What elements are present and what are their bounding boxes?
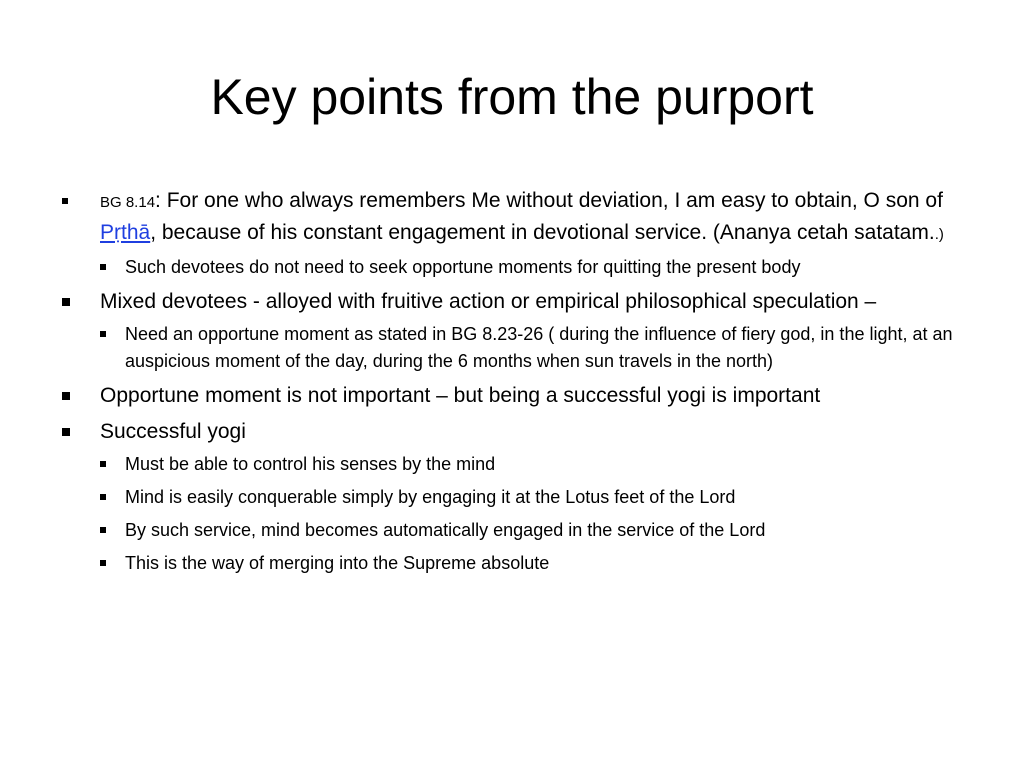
square-bullet-icon [100, 331, 106, 337]
bullet-bg-8-14 [60, 186, 965, 281]
bullet-text: Successful yogi [100, 420, 246, 443]
sub-list [100, 451, 965, 577]
square-bullet-icon [62, 198, 68, 204]
bullet-text: Mixed devotees - alloyed with fruitive action or empirical philosophical speculation – [100, 290, 877, 313]
sub-bullet-text: Need an opportune moment as stated in BG 8.23-26 ( during the influence of fiery god, in the light, at an auspicious moment of the day, during the 6 months when sun travels in the north) [125, 324, 953, 371]
bullet-opportune-moment [60, 381, 965, 411]
square-bullet-icon [100, 494, 106, 500]
sub-bullet-text: Such devotees do not need to seek opportune moments for quitting the present body [125, 257, 801, 277]
sub-bullet-text: Must be able to control his senses by the mind [125, 454, 496, 474]
square-bullet-icon [62, 298, 70, 306]
sub-bullet [100, 321, 965, 375]
sub-list [100, 254, 965, 281]
bullet-list [60, 186, 965, 577]
sub-bullet-text: Mind is easily conquerable simply by engaging it at the Lotus feet of the Lord [125, 487, 736, 507]
bullet-mixed-devotees [60, 287, 965, 375]
sub-bullet-text: This is the way of merging into the Supreme absolute [125, 553, 550, 573]
verse-text-part-3: .) [934, 226, 944, 243]
square-bullet-icon [100, 527, 106, 533]
sub-bullet [100, 451, 965, 478]
sub-bullet [100, 254, 965, 281]
verse-text-part-1: : For one who always remembers Me without deviation, I am easy to obtain, O son of [155, 189, 943, 212]
bullet-successful-yogi [60, 417, 965, 577]
bullet-text: Opportune moment is not important – but being a successful yogi is important [100, 384, 821, 407]
sub-bullet-text: By such service, mind becomes automatically engaged in the service of the Lord [125, 520, 766, 540]
slide-content [60, 186, 965, 583]
verse-text-part-2: , because of his constant engagement in devotional service. (Ananya cetah satatam. [150, 221, 935, 244]
square-bullet-icon [62, 392, 70, 400]
square-bullet-icon [100, 461, 106, 467]
slide-title: Key points from the purport [210, 69, 814, 125]
prtha-link[interactable]: Pṛthā [100, 221, 151, 244]
square-bullet-icon [100, 560, 106, 566]
square-bullet-icon [100, 264, 106, 270]
verse-reference: BG 8.14 [100, 194, 156, 211]
sub-bullet [100, 517, 965, 544]
sub-bullet [100, 484, 965, 511]
sub-list [100, 321, 965, 375]
sub-bullet [100, 550, 965, 577]
square-bullet-icon [62, 428, 70, 436]
